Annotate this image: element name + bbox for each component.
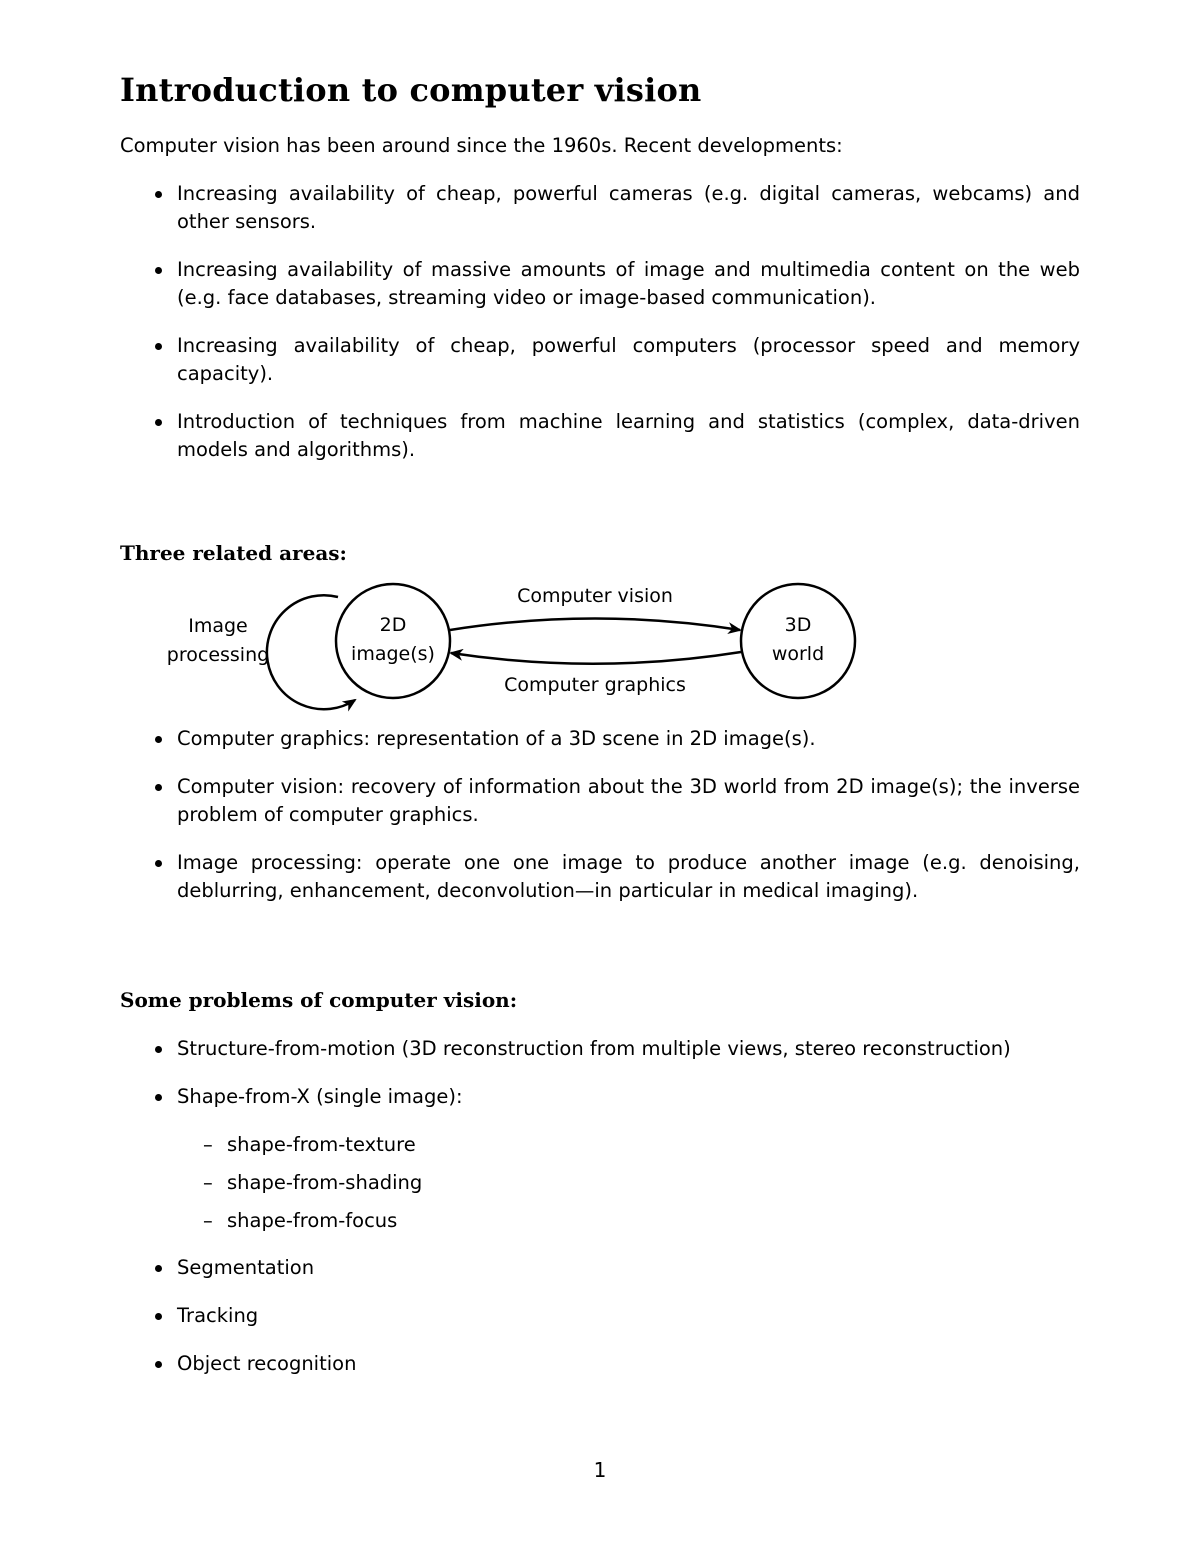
bullet-icon <box>155 191 162 198</box>
list-item-text: Increasing availability of cheap, powerful computers (processor speed and memory capacity). <box>177 334 1080 385</box>
list-item-text: Segmentation <box>177 1256 315 1279</box>
sub-list-item <box>177 1169 1080 1197</box>
dash-marker: – <box>203 1133 213 1156</box>
page-title: Introduction to computer vision <box>120 71 702 109</box>
sub-list-item <box>177 1131 1080 1159</box>
sub-list-item-text: shape-from-focus <box>227 1209 398 1232</box>
list-item-text: Computer graphics: representation of a 3D scene in 2D image(s). <box>177 727 816 750</box>
computer-graphics-label: Computer graphics <box>504 674 686 696</box>
list-item-text: Shape-from-X (single image): <box>177 1085 463 1108</box>
list-item <box>120 849 1080 905</box>
areas-list <box>120 725 1080 905</box>
sub-list-item <box>177 1207 1080 1235</box>
list-item-text: Tracking <box>177 1304 259 1327</box>
developments-list <box>120 180 1080 464</box>
sub-list-item-text: shape-from-shading <box>227 1171 423 1194</box>
list-item-text: Increasing availability of cheap, powerful cameras (e.g. digital cameras, webcams) and other sensors. <box>177 182 1080 233</box>
list-item-text: Introduction of techniques from machine learning and statistics (complex, data-driven models and algorithms). <box>177 410 1080 461</box>
bullet-icon <box>155 1046 162 1053</box>
shape-from-x-sublist <box>177 1131 1080 1235</box>
list-item <box>120 180 1080 236</box>
list-item <box>120 1083 1080 1235</box>
bullet-icon <box>155 1361 162 1368</box>
bullet-icon <box>155 1313 162 1320</box>
list-item <box>120 1035 1080 1063</box>
image-processing-loop <box>267 595 355 709</box>
bullet-icon <box>155 860 162 867</box>
areas-heading: Three related areas: <box>120 541 347 565</box>
list-item <box>120 332 1080 388</box>
list-item-text: Image processing: operate one one image to produce another image (e.g. denoising, deblurring, enhancement, deconvolution—in particular in medical imaging). <box>177 851 1080 902</box>
list-item <box>120 1254 1080 1282</box>
page-number: 1 <box>593 1458 607 1482</box>
computer-vision-label: Computer vision <box>517 585 673 607</box>
node-3d-world <box>741 584 855 698</box>
bullet-icon <box>155 419 162 426</box>
intro-paragraph: Computer vision has been around since the 1960s. Recent developments: <box>120 134 843 157</box>
list-item-text: Increasing availability of massive amounts of image and multimedia content on the web (e.g. face databases, streaming video or image-based communication). <box>177 258 1080 309</box>
problems-list-continued <box>120 1254 1080 1378</box>
problems-heading: Some problems of computer vision: <box>120 988 518 1012</box>
node-2d-image <box>336 584 450 698</box>
bullet-icon <box>155 784 162 791</box>
sub-list-item-text: shape-from-texture <box>227 1133 416 1156</box>
dash-marker: – <box>203 1209 213 1232</box>
computer-graphics-arrow <box>451 652 741 664</box>
list-item-text: Object recognition <box>177 1352 357 1375</box>
bullet-icon <box>155 1094 162 1101</box>
computer-vision-arrow <box>450 619 740 631</box>
bullet-icon <box>155 736 162 743</box>
list-item <box>120 1350 1080 1378</box>
node-3d-label-line1: 3D <box>784 614 812 636</box>
list-item <box>120 408 1080 464</box>
list-item-text: Structure-from-motion (3D reconstruction from multiple views, stereo reconstruction) <box>177 1037 1011 1060</box>
bullet-icon <box>155 343 162 350</box>
node-2d-label-line1: 2D <box>379 614 407 636</box>
related-areas-diagram <box>160 575 880 715</box>
image-processing-label-line1: Image <box>188 615 248 637</box>
node-2d-label-line2: image(s) <box>351 643 435 665</box>
list-item <box>120 725 1080 753</box>
dash-marker: – <box>203 1171 213 1194</box>
node-3d-label-line2: world <box>771 643 825 665</box>
image-processing-label-line2: processing <box>166 644 270 666</box>
list-item-text: Computer vision: recovery of information about the 3D world from 2D image(s); the inverse problem of computer graphics. <box>177 775 1080 826</box>
problems-list <box>120 1035 1080 1255</box>
bullet-icon <box>155 267 162 274</box>
list-item <box>120 773 1080 829</box>
list-item <box>120 256 1080 312</box>
list-item <box>120 1302 1080 1330</box>
bullet-icon <box>155 1265 162 1272</box>
